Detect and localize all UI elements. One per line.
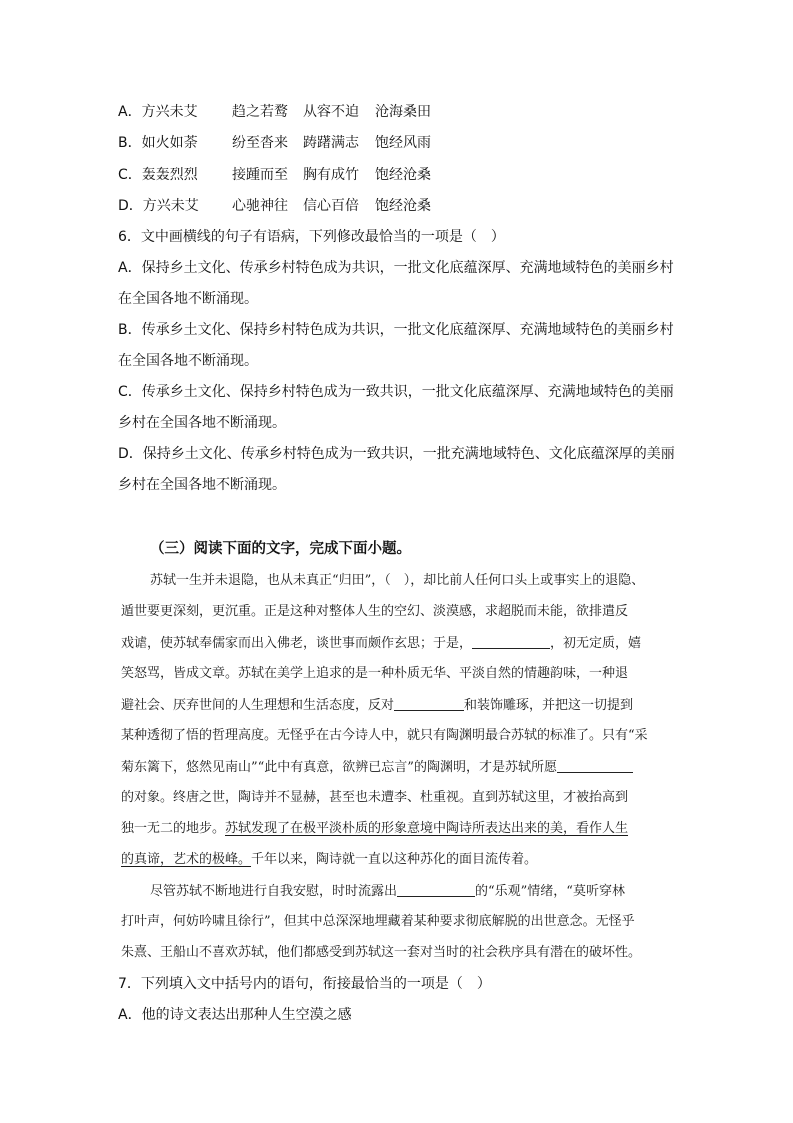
passage-line [150,882,625,901]
passage-text: 戏谑，使苏轼奉儒家而出入佛老，谈世事而颇作玄思；于是， [121,636,473,651]
idiom-4: 饱经沧桑 [375,167,431,183]
passage-line: 的对象。终唐之世，陶诗并不显赫，甚至也未遭李、杜重视。直到苏轼这里，才被抬高到 [121,790,629,805]
q7-stem: 7．下列填入文中括号内的语句，衔接最恰当的一项是（ ） [118,976,491,992]
section-title: （三）阅读下面的文字，完成下面小题。 [150,541,411,557]
idiom-4: 饱经沧桑 [375,198,431,214]
idiom-1: 方兴未艾 [141,104,198,120]
passage-line: 笑怒骂，皆成文章。苏轼在美学上追求的是一种朴质无华、平淡自然的情趣韵味，一种退 [121,666,629,681]
underlined-sentence: 的真谛，艺术的极峰。 [121,852,252,867]
passage-text: 千年以来，陶诗就一直以这种苏化的面目流传着。 [251,852,538,867]
fill-blank [394,696,464,711]
passage-line [121,820,628,838]
q6-option-c-line1: C．传承乡土文化、保持乡村特色成为一致共识，一批文化底蕴深厚、充满地域特色的美丽 [118,384,674,400]
q5-option-d [118,197,431,215]
idiom-3: 踌躇满志 [303,135,359,151]
q6-option-d-line1: D．保持乡土文化、传承乡村特色成为一致共识，一批充满地域特色、文化底蕴深厚的美丽 [118,446,675,462]
passage-line [121,634,641,653]
underlined-sentence: 苏轼发现了在极平淡朴质的形象意境中陶诗所表达出来的美，看作人生 [225,821,629,836]
q5-option-b [118,134,431,152]
idiom-3: 胸有成竹 [303,167,359,183]
idiom-4: 沧海桑田 [375,104,431,120]
passage-line: 打叶声，何妨吟啸且徐行”，但其中总深深地埋藏着某种要求彻底解脱的出世意念。无怪乎 [121,914,635,929]
passage-line: 苏轼一生并未退隐，也从未真正“归田”，（ ），却比前人任何口头上或事实上的退隐、 [150,573,645,588]
option-letter: A． [118,104,142,120]
q7-option-a: A．他的诗文表达出那种人生空漠之感 [118,1007,352,1023]
fill-blank [557,758,633,773]
q6-option-b-line2: 在全国各地不断涌现。 [118,353,258,369]
passage-line: 遁世要更深刻，更沉重。正是这种对整体人生的空幻、淡漠感，求超脱而未能，欲排遣反 [121,604,629,619]
q6-option-c-line2: 乡村在全国各地不断涌现。 [118,415,286,431]
q6-option-a-line2: 在全国各地不断涌现。 [118,291,258,307]
idiom-3: 信心百倍 [303,198,359,214]
option-letter: C． [118,167,142,183]
idiom-3: 从容不迫 [303,104,359,120]
q5-option-c [118,166,431,184]
passage-text: 避社会、厌弃世间的人生理想和生活态度，反对 [121,698,395,713]
q6-option-d-line2: 乡村在全国各地不断涌现。 [118,477,286,493]
passage-text: 独一无二的地步。 [121,821,226,836]
passage-line [121,696,633,715]
fill-blank [397,882,475,897]
idiom-4: 饱经风雨 [375,135,431,151]
passage-line: 某种透彻了悟的哲理高度。无怪乎在古今诗人中，就只有陶渊明最合苏轼的标准了。只有“采 [121,728,648,743]
idiom-2: 纷至沓来 [232,135,288,151]
passage-text: 的“乐观”情绪，“莫听穿林 [475,884,625,899]
q5-option-a [118,103,431,121]
idiom-1: 方兴未艾 [142,198,199,214]
idiom-1: 如火如荼 [141,135,198,151]
idiom-2: 接踵而至 [232,167,288,183]
option-letter: D． [118,198,143,214]
passage-text: 尽管苏轼不断地进行自我安慰，时时流露出 [150,884,398,899]
passage-text: 和装饰雕琢，并把这一切提到 [464,698,634,713]
passage-text: ，初无定质，嬉 [550,636,642,651]
q6-option-b-line1: B．传承乡土文化、保持乡村特色成为共识，一批文化底蕴深厚、充满地域特色的美丽乡村 [118,322,674,338]
passage-text: 菊东篱下，悠然见南山”“此中有真意，欲辨已忘言”的陶渊明，才是苏轼所愿 [121,760,557,775]
q6-option-a-line1: A．保持乡土文化、传承乡村特色成为共识，一批文化底蕴深厚、充满地域特色的美丽乡村 [118,260,674,276]
idiom-1: 轰轰烈烈 [141,167,198,183]
q6-stem: 6．文中画横线的句子有语病，下列修改最恰当的一项是（ ） [118,229,505,245]
passage-line [121,758,633,777]
fill-blank [472,634,550,649]
idiom-2: 趋之若鹜 [232,104,288,120]
option-letter: B． [118,135,142,151]
passage-line: 朱熹、王船山不喜欢苏轼，他们都感受到苏轼这一套对当时的社会秩序具有潜在的破坏性。 [121,945,642,960]
idiom-2: 心驰神往 [232,198,288,214]
passage-line [121,851,537,869]
